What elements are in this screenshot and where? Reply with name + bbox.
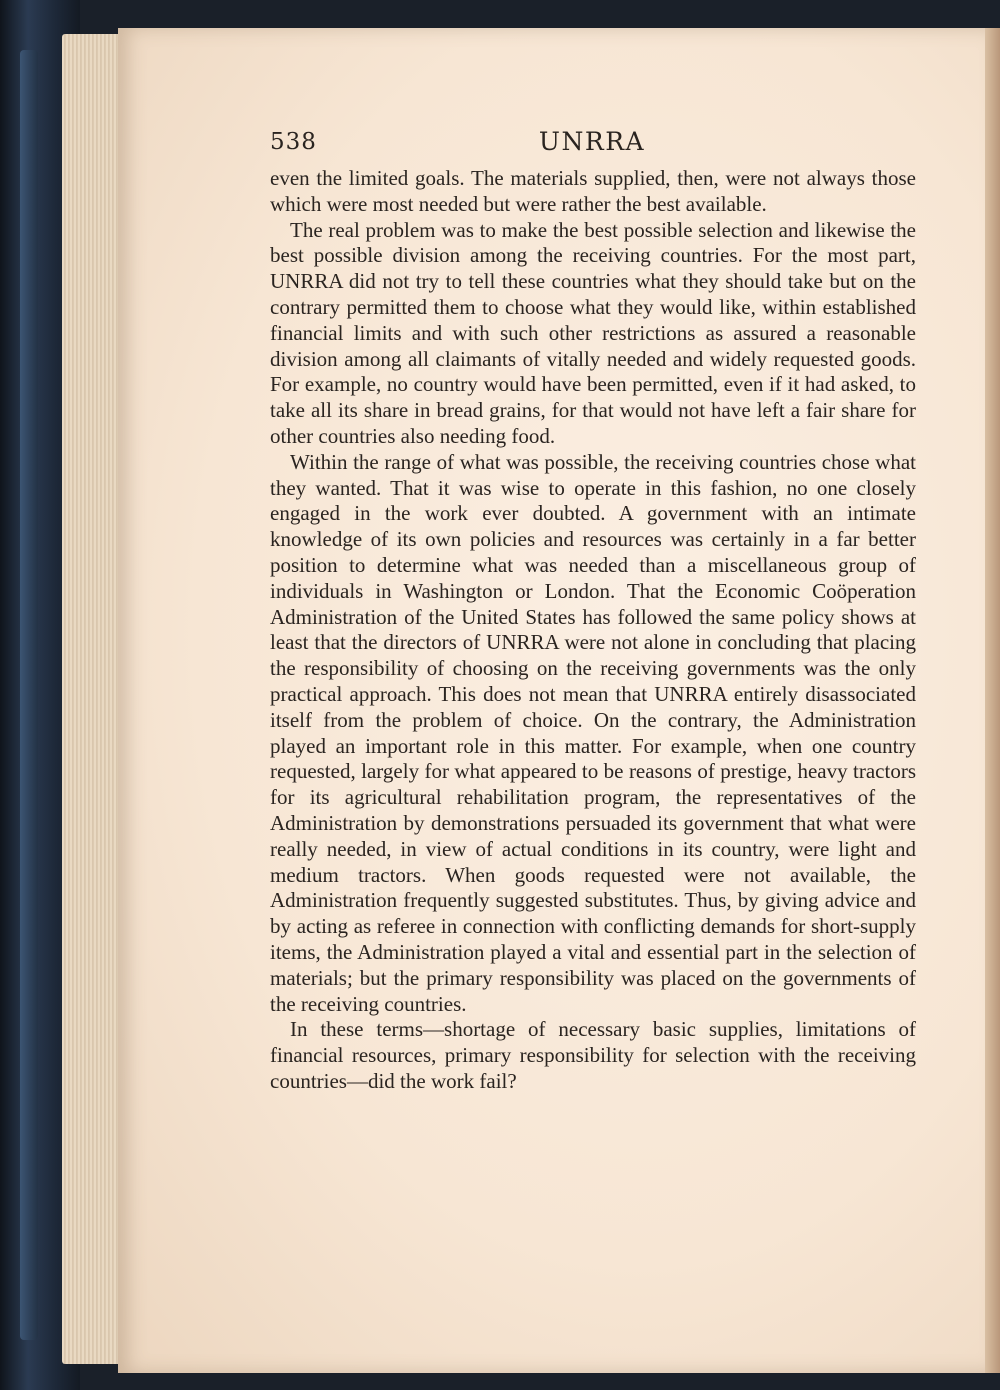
paragraph: In these terms—shortage of necessary basic supplies, limitations of financial resources, primary responsibility for selection with the receiving countries—did the work fail? <box>270 1017 916 1093</box>
paragraph: even the limited goals. The materials supplied, then, were not always those which were most needed but were rather the best available. <box>270 166 916 216</box>
page-header <box>268 123 916 163</box>
page-number: 538 <box>270 129 317 155</box>
body-text <box>270 166 916 1095</box>
facing-page-edge <box>985 28 1000 1373</box>
paragraph: Within the range of what was possible, the receiving countries chose what they wanted. That it was wise to operate in this fashion, no one closely engaged in the work ever doubted. A government with an intimate knowledge of its own policies and resources was certainly in a far better position to determine what was needed than a miscellaneous group of individuals in Washington or London. That the Economic Coöperation Administration of the United States has followed the same policy shows at least that the directors of UNRRA were not alone in concluding that placing the responsibility of choosing on the receiving governments was the only practical approach. This does not mean that UNRRA entirely disassociated itself from the problem of choice. On the contrary, the Administration played an important role in this matter. For example, when one country requested, largely for what appeared to be reasons of prestige, heavy tractors for its agricultural rehabilitation program, the representatives of the Administration by demonstrations persuaded its government that what were really needed, in view of actual conditions in its country, were light and medium tractors. When goods requested were not available, the Administration frequently suggested substitutes. Thus, by giving advice and by acting as referee in connection with conflicting demands for short-supply items, the Administration played a vital and essential part in the selection of materials; but the primary responsibility was placed on the governments of the receiving countries. <box>270 449 916 1016</box>
page-stack-edges <box>62 34 122 1364</box>
cover-spine-edge <box>20 50 38 1340</box>
running-head: UNRRA <box>538 127 646 156</box>
paragraph: The real problem was to make the best possible selection and likewise the best possible division among the receiving countries. For the most part, UNRRA did not try to tell these countries what they should take but on the contrary permitted them to choose what they would like, within established financial limits and with such other restrictions as assured a reasonable division among all claimants of vitally needed and widely requested goods. For example, no country would have been permitted, even if it had asked, to take all its share in bread grains, for that would not have left a fair share for other countries also needing food. <box>270 217 916 448</box>
